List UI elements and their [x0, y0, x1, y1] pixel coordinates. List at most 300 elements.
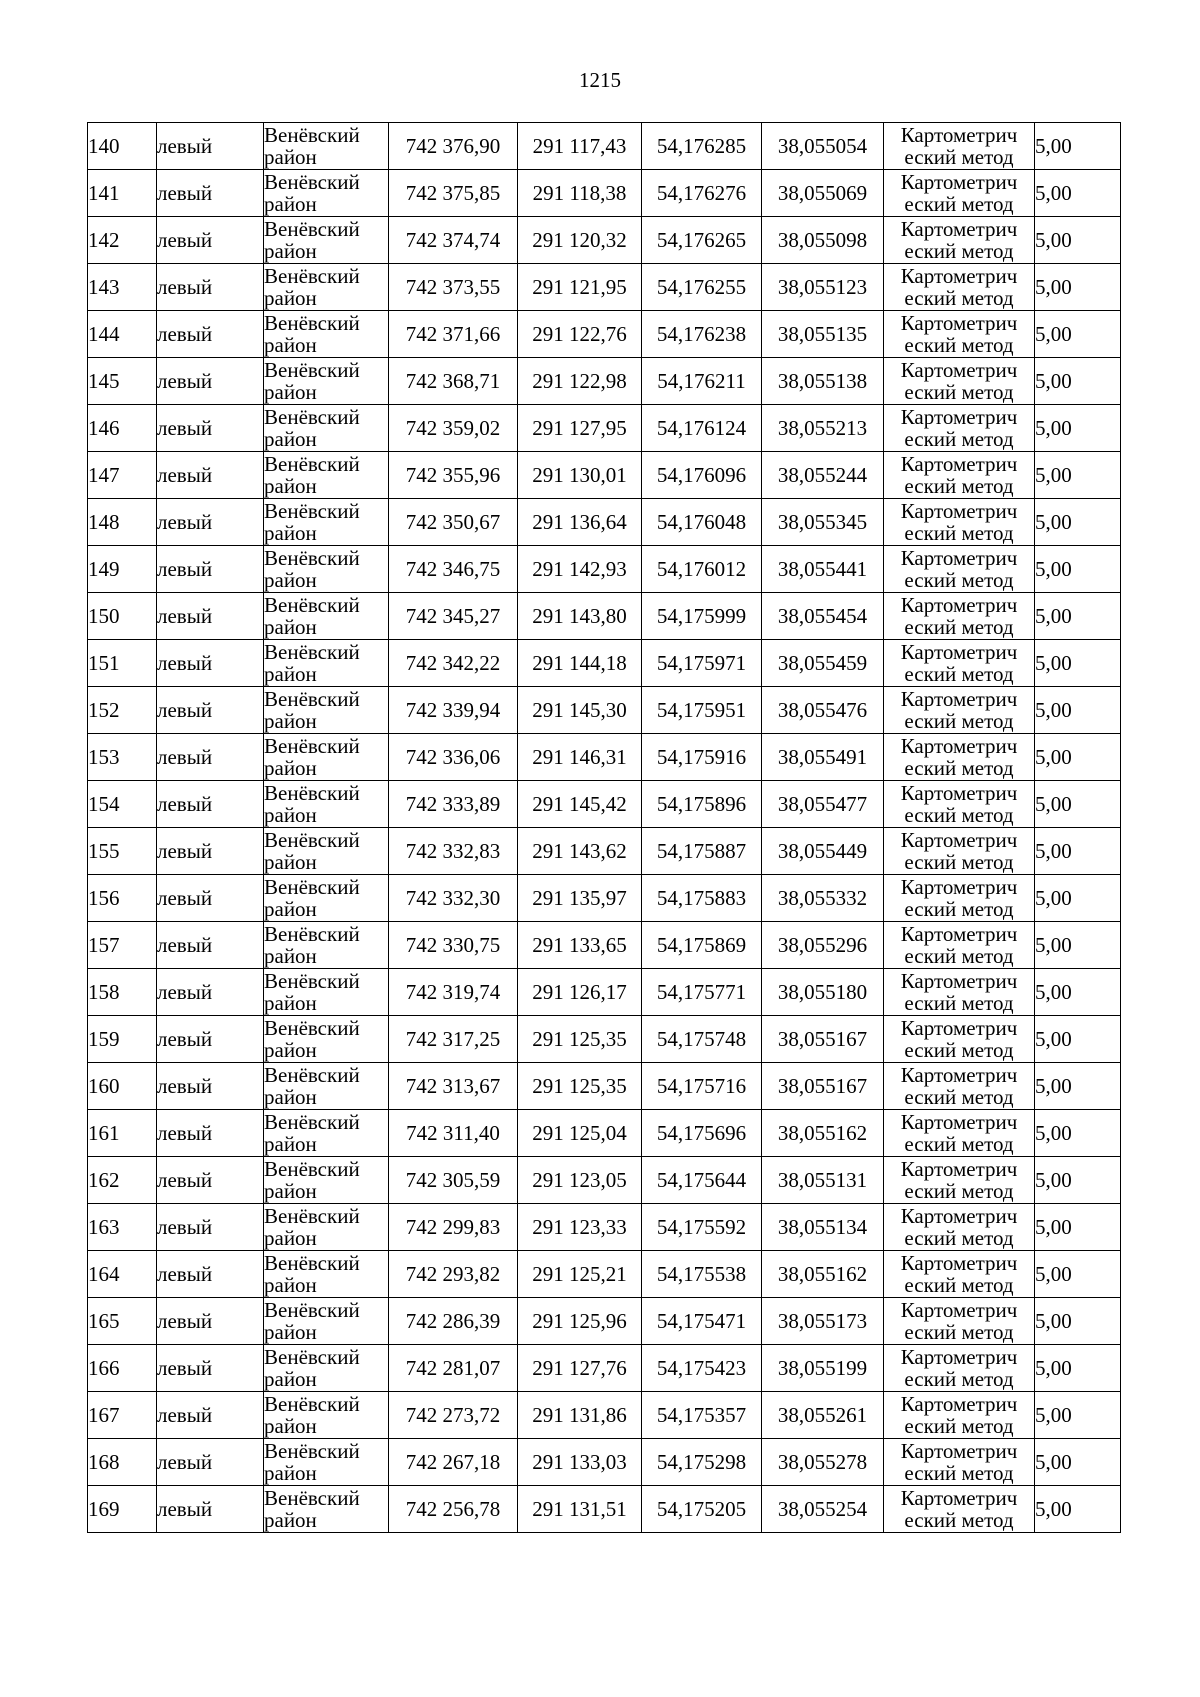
point-number-cell: 153	[88, 734, 157, 781]
method-cell	[884, 123, 1035, 170]
accuracy-cell: 5,00	[1035, 1345, 1121, 1392]
district-line-1: Венёвский	[264, 875, 360, 899]
method-line-2: еский метод	[904, 1179, 1014, 1203]
district-cell	[264, 1392, 389, 1439]
method-line-1: Картометрич	[900, 264, 1018, 288]
accuracy-cell: 5,00	[1035, 217, 1121, 264]
district-cell	[264, 1345, 389, 1392]
longitude-cell: 38,055244	[762, 452, 884, 499]
side-cell: левый	[157, 1345, 264, 1392]
latitude-cell: 54,175951	[642, 687, 762, 734]
y-coordinate-cell: 291 131,51	[518, 1486, 642, 1533]
table-row	[88, 875, 1121, 922]
method-line-1: Картометрич	[900, 922, 1018, 946]
side-cell: левый	[157, 593, 264, 640]
accuracy-cell: 5,00	[1035, 875, 1121, 922]
point-number-cell: 145	[88, 358, 157, 405]
district-cell	[264, 781, 389, 828]
method-line-1: Картометрич	[900, 1298, 1018, 1322]
x-coordinate-cell: 742 371,66	[389, 311, 518, 358]
longitude-cell: 38,055254	[762, 1486, 884, 1533]
method-line-2: еский метод	[904, 1038, 1014, 1062]
latitude-cell: 54,175869	[642, 922, 762, 969]
y-coordinate-cell: 291 123,33	[518, 1204, 642, 1251]
point-number-cell: 143	[88, 264, 157, 311]
accuracy-cell: 5,00	[1035, 922, 1121, 969]
district-line-1: Венёвский	[264, 687, 360, 711]
district-line-2: район	[264, 1226, 317, 1250]
accuracy-cell: 5,00	[1035, 1204, 1121, 1251]
district-cell	[264, 734, 389, 781]
longitude-cell: 38,055477	[762, 781, 884, 828]
table-row	[88, 1204, 1121, 1251]
y-coordinate-cell: 291 133,65	[518, 922, 642, 969]
method-cell	[884, 311, 1035, 358]
x-coordinate-cell: 742 376,90	[389, 123, 518, 170]
y-coordinate-cell: 291 144,18	[518, 640, 642, 687]
accuracy-cell: 5,00	[1035, 828, 1121, 875]
district-line-1: Венёвский	[264, 170, 360, 194]
district-line-2: район	[264, 1414, 317, 1438]
method-line-2: еский метод	[904, 709, 1014, 733]
district-cell	[264, 499, 389, 546]
method-line-1: Картометрич	[900, 499, 1018, 523]
district-line-2: район	[264, 944, 317, 968]
latitude-cell: 54,176211	[642, 358, 762, 405]
x-coordinate-cell: 742 281,07	[389, 1345, 518, 1392]
method-line-2: еский метод	[904, 1132, 1014, 1156]
point-number-cell: 151	[88, 640, 157, 687]
district-line-2: район	[264, 521, 317, 545]
district-line-2: район	[264, 1320, 317, 1344]
table-row	[88, 1439, 1121, 1486]
table-row	[88, 452, 1121, 499]
x-coordinate-cell: 742 317,25	[389, 1016, 518, 1063]
method-line-2: еский метод	[904, 474, 1014, 498]
y-coordinate-cell: 291 130,01	[518, 452, 642, 499]
district-cell	[264, 1439, 389, 1486]
method-line-2: еский метод	[904, 521, 1014, 545]
y-coordinate-cell: 291 125,21	[518, 1251, 642, 1298]
side-cell: левый	[157, 640, 264, 687]
district-line-2: район	[264, 1085, 317, 1109]
longitude-cell: 38,055199	[762, 1345, 884, 1392]
method-cell	[884, 781, 1035, 828]
table-row	[88, 546, 1121, 593]
method-line-1: Картометрич	[900, 969, 1018, 993]
method-cell	[884, 734, 1035, 781]
district-line-1: Венёвский	[264, 1063, 360, 1087]
district-cell	[264, 217, 389, 264]
method-line-1: Картометрич	[900, 875, 1018, 899]
x-coordinate-cell: 742 293,82	[389, 1251, 518, 1298]
latitude-cell: 54,175357	[642, 1392, 762, 1439]
accuracy-cell: 5,00	[1035, 264, 1121, 311]
accuracy-cell: 5,00	[1035, 358, 1121, 405]
district-cell	[264, 1204, 389, 1251]
method-cell	[884, 1439, 1035, 1486]
district-line-2: район	[264, 662, 317, 686]
district-line-2: район	[264, 991, 317, 1015]
side-cell: левый	[157, 1251, 264, 1298]
method-cell	[884, 1392, 1035, 1439]
x-coordinate-cell: 742 299,83	[389, 1204, 518, 1251]
accuracy-cell: 5,00	[1035, 452, 1121, 499]
x-coordinate-cell: 742 267,18	[389, 1439, 518, 1486]
method-line-2: еский метод	[904, 1320, 1014, 1344]
longitude-cell: 38,055296	[762, 922, 884, 969]
method-cell	[884, 969, 1035, 1016]
district-line-1: Венёвский	[264, 546, 360, 570]
point-number-cell: 141	[88, 170, 157, 217]
district-line-2: район	[264, 803, 317, 827]
longitude-cell: 38,055476	[762, 687, 884, 734]
method-line-2: еский метод	[904, 380, 1014, 404]
district-line-1: Венёвский	[264, 499, 360, 523]
accuracy-cell: 5,00	[1035, 1439, 1121, 1486]
district-cell	[264, 358, 389, 405]
table-row	[88, 264, 1121, 311]
x-coordinate-cell: 742 346,75	[389, 546, 518, 593]
method-line-2: еский метод	[904, 333, 1014, 357]
district-line-1: Венёвский	[264, 1298, 360, 1322]
method-line-1: Картометрич	[900, 1439, 1018, 1463]
x-coordinate-cell: 742 345,27	[389, 593, 518, 640]
x-coordinate-cell: 742 313,67	[389, 1063, 518, 1110]
longitude-cell: 38,055123	[762, 264, 884, 311]
accuracy-cell: 5,00	[1035, 1157, 1121, 1204]
y-coordinate-cell: 291 120,32	[518, 217, 642, 264]
district-cell	[264, 922, 389, 969]
longitude-cell: 38,055069	[762, 170, 884, 217]
method-line-1: Картометрич	[900, 734, 1018, 758]
table-row	[88, 217, 1121, 264]
method-cell	[884, 1110, 1035, 1157]
district-line-1: Венёвский	[264, 969, 360, 993]
district-cell	[264, 452, 389, 499]
longitude-cell: 38,055167	[762, 1063, 884, 1110]
x-coordinate-cell: 742 319,74	[389, 969, 518, 1016]
side-cell: левый	[157, 1392, 264, 1439]
method-cell	[884, 499, 1035, 546]
method-line-1: Картометрич	[900, 452, 1018, 476]
point-number-cell: 149	[88, 546, 157, 593]
district-line-2: район	[264, 192, 317, 216]
accuracy-cell: 5,00	[1035, 123, 1121, 170]
point-number-cell: 160	[88, 1063, 157, 1110]
y-coordinate-cell: 291 143,62	[518, 828, 642, 875]
y-coordinate-cell: 291 127,76	[518, 1345, 642, 1392]
district-line-2: район	[264, 1132, 317, 1156]
side-cell: левый	[157, 264, 264, 311]
method-line-1: Картометрич	[900, 1251, 1018, 1275]
latitude-cell: 54,175298	[642, 1439, 762, 1486]
y-coordinate-cell: 291 145,42	[518, 781, 642, 828]
table-row	[88, 781, 1121, 828]
district-line-1: Венёвский	[264, 828, 360, 852]
method-line-2: еский метод	[904, 991, 1014, 1015]
side-cell: левый	[157, 217, 264, 264]
longitude-cell: 38,055441	[762, 546, 884, 593]
longitude-cell: 38,055278	[762, 1439, 884, 1486]
method-cell	[884, 1486, 1035, 1533]
method-line-2: еский метод	[904, 944, 1014, 968]
point-number-cell: 158	[88, 969, 157, 1016]
side-cell: левый	[157, 875, 264, 922]
latitude-cell: 54,176096	[642, 452, 762, 499]
method-cell	[884, 687, 1035, 734]
x-coordinate-cell: 742 373,55	[389, 264, 518, 311]
method-cell	[884, 640, 1035, 687]
district-line-1: Венёвский	[264, 1345, 360, 1369]
x-coordinate-cell: 742 330,75	[389, 922, 518, 969]
district-line-1: Венёвский	[264, 405, 360, 429]
accuracy-cell: 5,00	[1035, 640, 1121, 687]
method-line-1: Картометрич	[900, 405, 1018, 429]
point-number-cell: 140	[88, 123, 157, 170]
district-line-2: район	[264, 615, 317, 639]
table-row	[88, 687, 1121, 734]
accuracy-cell: 5,00	[1035, 405, 1121, 452]
district-line-1: Венёвский	[264, 311, 360, 335]
side-cell: левый	[157, 687, 264, 734]
latitude-cell: 54,175471	[642, 1298, 762, 1345]
side-cell: левый	[157, 969, 264, 1016]
district-line-2: район	[264, 333, 317, 357]
x-coordinate-cell: 742 273,72	[389, 1392, 518, 1439]
district-cell	[264, 405, 389, 452]
method-line-1: Картометрич	[900, 1345, 1018, 1369]
latitude-cell: 54,175716	[642, 1063, 762, 1110]
latitude-cell: 54,175696	[642, 1110, 762, 1157]
method-line-2: еский метод	[904, 1085, 1014, 1109]
coordinates-table	[87, 122, 1121, 1533]
method-line-2: еский метод	[904, 239, 1014, 263]
accuracy-cell: 5,00	[1035, 969, 1121, 1016]
latitude-cell: 54,175971	[642, 640, 762, 687]
district-cell	[264, 828, 389, 875]
latitude-cell: 54,175999	[642, 593, 762, 640]
table-row	[88, 170, 1121, 217]
side-cell: левый	[157, 405, 264, 452]
district-line-2: район	[264, 897, 317, 921]
y-coordinate-cell: 291 125,96	[518, 1298, 642, 1345]
x-coordinate-cell: 742 332,30	[389, 875, 518, 922]
district-line-2: район	[264, 427, 317, 451]
point-number-cell: 161	[88, 1110, 157, 1157]
district-line-2: район	[264, 1038, 317, 1062]
x-coordinate-cell: 742 342,22	[389, 640, 518, 687]
point-number-cell: 162	[88, 1157, 157, 1204]
district-cell	[264, 593, 389, 640]
district-cell	[264, 1298, 389, 1345]
accuracy-cell: 5,00	[1035, 499, 1121, 546]
latitude-cell: 54,175916	[642, 734, 762, 781]
y-coordinate-cell: 291 123,05	[518, 1157, 642, 1204]
district-line-2: район	[264, 1367, 317, 1391]
district-cell	[264, 1251, 389, 1298]
method-line-2: еский метод	[904, 850, 1014, 874]
method-line-2: еский метод	[904, 568, 1014, 592]
table-row	[88, 358, 1121, 405]
method-line-2: еский метод	[904, 615, 1014, 639]
side-cell: левый	[157, 123, 264, 170]
district-line-1: Венёвский	[264, 1157, 360, 1181]
district-line-2: район	[264, 239, 317, 263]
side-cell: левый	[157, 499, 264, 546]
accuracy-cell: 5,00	[1035, 734, 1121, 781]
method-line-1: Картометрич	[900, 217, 1018, 241]
table-row	[88, 640, 1121, 687]
latitude-cell: 54,176285	[642, 123, 762, 170]
district-cell	[264, 311, 389, 358]
accuracy-cell: 5,00	[1035, 1251, 1121, 1298]
table-row	[88, 1298, 1121, 1345]
latitude-cell: 54,175748	[642, 1016, 762, 1063]
district-cell	[264, 969, 389, 1016]
method-line-1: Картометрич	[900, 593, 1018, 617]
method-line-1: Картометрич	[900, 311, 1018, 335]
district-line-1: Венёвский	[264, 1486, 360, 1510]
table-row	[88, 1110, 1121, 1157]
latitude-cell: 54,175883	[642, 875, 762, 922]
table-row	[88, 405, 1121, 452]
district-line-2: район	[264, 1179, 317, 1203]
point-number-cell: 166	[88, 1345, 157, 1392]
method-line-1: Картометрич	[900, 123, 1018, 147]
side-cell: левый	[157, 311, 264, 358]
method-line-2: еский метод	[904, 1367, 1014, 1391]
district-cell	[264, 1063, 389, 1110]
point-number-cell: 165	[88, 1298, 157, 1345]
latitude-cell: 54,175887	[642, 828, 762, 875]
point-number-cell: 150	[88, 593, 157, 640]
y-coordinate-cell: 291 133,03	[518, 1439, 642, 1486]
table-row	[88, 734, 1121, 781]
accuracy-cell: 5,00	[1035, 687, 1121, 734]
point-number-cell: 147	[88, 452, 157, 499]
latitude-cell: 54,176012	[642, 546, 762, 593]
x-coordinate-cell: 742 350,67	[389, 499, 518, 546]
longitude-cell: 38,055134	[762, 1204, 884, 1251]
side-cell: левый	[157, 922, 264, 969]
district-line-1: Венёвский	[264, 123, 360, 147]
method-cell	[884, 828, 1035, 875]
district-line-1: Венёвский	[264, 640, 360, 664]
y-coordinate-cell: 291 117,43	[518, 123, 642, 170]
method-line-1: Картометрич	[900, 1157, 1018, 1181]
district-line-1: Венёвский	[264, 593, 360, 617]
point-number-cell: 159	[88, 1016, 157, 1063]
method-line-1: Картометрич	[900, 1016, 1018, 1040]
method-line-1: Картометрич	[900, 170, 1018, 194]
point-number-cell: 163	[88, 1204, 157, 1251]
district-cell	[264, 546, 389, 593]
method-cell	[884, 1204, 1035, 1251]
method-cell	[884, 1063, 1035, 1110]
side-cell: левый	[157, 1016, 264, 1063]
district-cell	[264, 687, 389, 734]
point-number-cell: 154	[88, 781, 157, 828]
table-row	[88, 1016, 1121, 1063]
y-coordinate-cell: 291 125,35	[518, 1016, 642, 1063]
latitude-cell: 54,176048	[642, 499, 762, 546]
latitude-cell: 54,175423	[642, 1345, 762, 1392]
method-line-2: еский метод	[904, 803, 1014, 827]
x-coordinate-cell: 742 305,59	[389, 1157, 518, 1204]
district-cell	[264, 123, 389, 170]
y-coordinate-cell: 291 146,31	[518, 734, 642, 781]
longitude-cell: 38,055138	[762, 358, 884, 405]
side-cell: левый	[157, 734, 264, 781]
point-number-cell: 142	[88, 217, 157, 264]
longitude-cell: 38,055345	[762, 499, 884, 546]
method-line-1: Картометрич	[900, 1110, 1018, 1134]
table-row	[88, 969, 1121, 1016]
x-coordinate-cell: 742 368,71	[389, 358, 518, 405]
side-cell: левый	[157, 828, 264, 875]
district-line-1: Венёвский	[264, 922, 360, 946]
table-row	[88, 1157, 1121, 1204]
longitude-cell: 38,055180	[762, 969, 884, 1016]
district-line-2: район	[264, 1273, 317, 1297]
longitude-cell: 38,055261	[762, 1392, 884, 1439]
point-number-cell: 169	[88, 1486, 157, 1533]
method-line-2: еский метод	[904, 286, 1014, 310]
district-line-2: район	[264, 286, 317, 310]
latitude-cell: 54,175771	[642, 969, 762, 1016]
method-line-1: Картометрич	[900, 1204, 1018, 1228]
district-cell	[264, 1110, 389, 1157]
district-line-1: Венёвский	[264, 264, 360, 288]
latitude-cell: 54,175205	[642, 1486, 762, 1533]
point-number-cell: 155	[88, 828, 157, 875]
y-coordinate-cell: 291 125,35	[518, 1063, 642, 1110]
method-cell	[884, 452, 1035, 499]
district-cell	[264, 1016, 389, 1063]
longitude-cell: 38,055098	[762, 217, 884, 264]
table-body	[88, 123, 1121, 1533]
side-cell: левый	[157, 452, 264, 499]
method-line-2: еский метод	[904, 1508, 1014, 1532]
accuracy-cell: 5,00	[1035, 1110, 1121, 1157]
district-line-1: Венёвский	[264, 1251, 360, 1275]
x-coordinate-cell: 742 332,83	[389, 828, 518, 875]
side-cell: левый	[157, 1063, 264, 1110]
table-row	[88, 922, 1121, 969]
x-coordinate-cell: 742 333,89	[389, 781, 518, 828]
district-cell	[264, 264, 389, 311]
table-row	[88, 123, 1121, 170]
method-cell	[884, 922, 1035, 969]
longitude-cell: 38,055332	[762, 875, 884, 922]
accuracy-cell: 5,00	[1035, 311, 1121, 358]
method-line-2: еский метод	[904, 1273, 1014, 1297]
district-line-1: Венёвский	[264, 1392, 360, 1416]
method-cell	[884, 358, 1035, 405]
latitude-cell: 54,176276	[642, 170, 762, 217]
table-row	[88, 1345, 1121, 1392]
method-line-1: Картометрич	[900, 1486, 1018, 1510]
method-line-1: Картометрич	[900, 781, 1018, 805]
x-coordinate-cell: 742 336,06	[389, 734, 518, 781]
district-cell	[264, 170, 389, 217]
district-line-2: район	[264, 380, 317, 404]
method-line-2: еский метод	[904, 662, 1014, 686]
y-coordinate-cell: 291 122,98	[518, 358, 642, 405]
method-line-1: Картометрич	[900, 640, 1018, 664]
method-cell	[884, 546, 1035, 593]
